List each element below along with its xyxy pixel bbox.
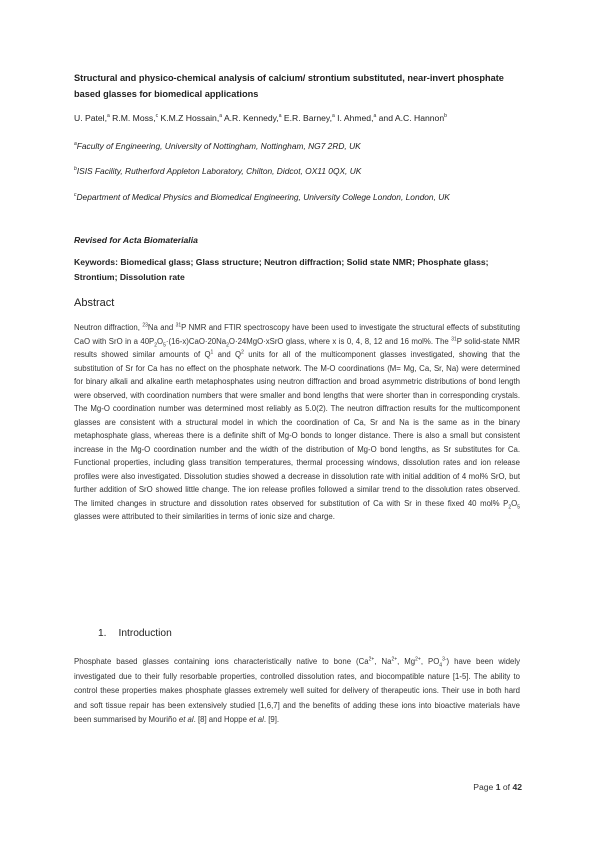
- section-title: Introduction: [118, 628, 172, 639]
- author: R.M. Moss,$^c$: [112, 113, 159, 123]
- introduction-text: Phosphate based glasses containing ions characteristically native to bone ($Ca^{2+}$, $Na^{2+}$, $Mg^{2+}$, $PO_4^{3-}$) have been widely investigated due to their fully resorbable properties, controlled dissolution rates, and biocompatible nature [1-5]. The ability to control these properties makes phosphate glasses extremely well suited for delivery of therapeutic ions. Their use in both hard and soft tissue repair has been extensively studied [1,6,7] and the benefits of adding these ions into bioactive materials have been summarised by Mouriño et al. [8] and Hoppe et al. [9].: [74, 656, 521, 724]
- abstract-text: Neutron diffraction, $^{23}$Na and $^{31}$P NMR and FTIR spectroscopy have been used to investigate the structural effects of substituting CaO with SrO in a $40P_2O_5\cdot(16-x)CaO\cdot 20Na_2O\cdot 24MgO\cdot xSrO$ glass, where x is 0, 4, 8, 12 and 16 mol%. The $^{31}$P solid-state NMR results showed similar amounts of $Q^1$ and $Q^2$ units for all of the multicomponent glasses investigated, showing that the substitution of Sr for Ca has no effect on the phosphate network. The M-O coordinations (M= Mg, Ca, Sr, Na) were determined for binary alkali and alkaline earth metaphosphates using neutron diffraction and broad asymmetric distributions of bond length were observed, with coordination numbers that were smaller and bond lengths that were shorter than in corresponding crystals. The Mg-O coordination number was determined most reliably as 5.0(2). The neutron diffraction results for the multicomponent glasses are consistent with a structural model in which the coordination of Ca, Sr and Na is the same as in the binary metaphosphate glass, whereas there is a definite shift of Mg-O bonds to longer distance. There is also a small but consistent increase in the Mg-O coordination number and the width of the distribution of Mg-O bond lengths, as Sr substitutes for Ca. Functional properties, including glass transition temperatures, thermal processing windows, dissolution rates and ion release profiles were also investigated. Dissolution studies showed a decrease in dissolution rate with initial addition of 4 mol% SrO, but further addition of SrO showed little change. The ion release profiles followed a similar trend to the dissolution rates observed. The limited changes in structure and dissolution rates observed for substitution of Ca with Sr in these fixed 40 mol% $P_2O_5$ glasses were attributed to their similarities in terms of ionic size and charge.: [74, 322, 521, 521]
- author: U. Patel,$^a$: [74, 113, 110, 123]
- affiliation: $^c$Department of Medical Physics and Biomedical Engineering, University College London, London, UK: [74, 192, 450, 202]
- revision-note: Revised for Acta Biomaterialia: [74, 235, 198, 245]
- author: K.M.Z Hossain,$^a$: [160, 113, 223, 123]
- affiliation: $^b$ISIS Facility, Rutherford Appleton Laboratory, Chilton, Didcot, OX11 0QX, UK: [74, 166, 362, 176]
- author: I. Ahmed,$^a$: [337, 113, 377, 123]
- author-list: [74, 112, 520, 125]
- abstract-heading: Abstract: [74, 297, 115, 309]
- keywords: Keywords: Biomedical glass; Glass structure; Neutron diffraction; Solid state NMR; Phosphate glass; Strontium; Dissolution rate: [74, 257, 489, 282]
- affiliation: $^a$Faculty of Engineering, University of Nottingham, Nottingham, NG7 2RD, UK: [74, 141, 361, 151]
- section-number: 1.: [98, 628, 107, 639]
- author: A.R. Kennedy,$^a$: [223, 113, 282, 123]
- section-heading-introduction: [98, 628, 398, 639]
- page-number: Page 1 of 42: [473, 782, 522, 792]
- author: E.R. Barney,$^a$: [283, 113, 335, 123]
- author: and A.C. Hannon$^b$: [378, 113, 447, 123]
- paper-title: Structural and physico-chemical analysis of calcium/ strontium substituted, near-invert phosphate based glasses for biomedical applications: [74, 73, 504, 99]
